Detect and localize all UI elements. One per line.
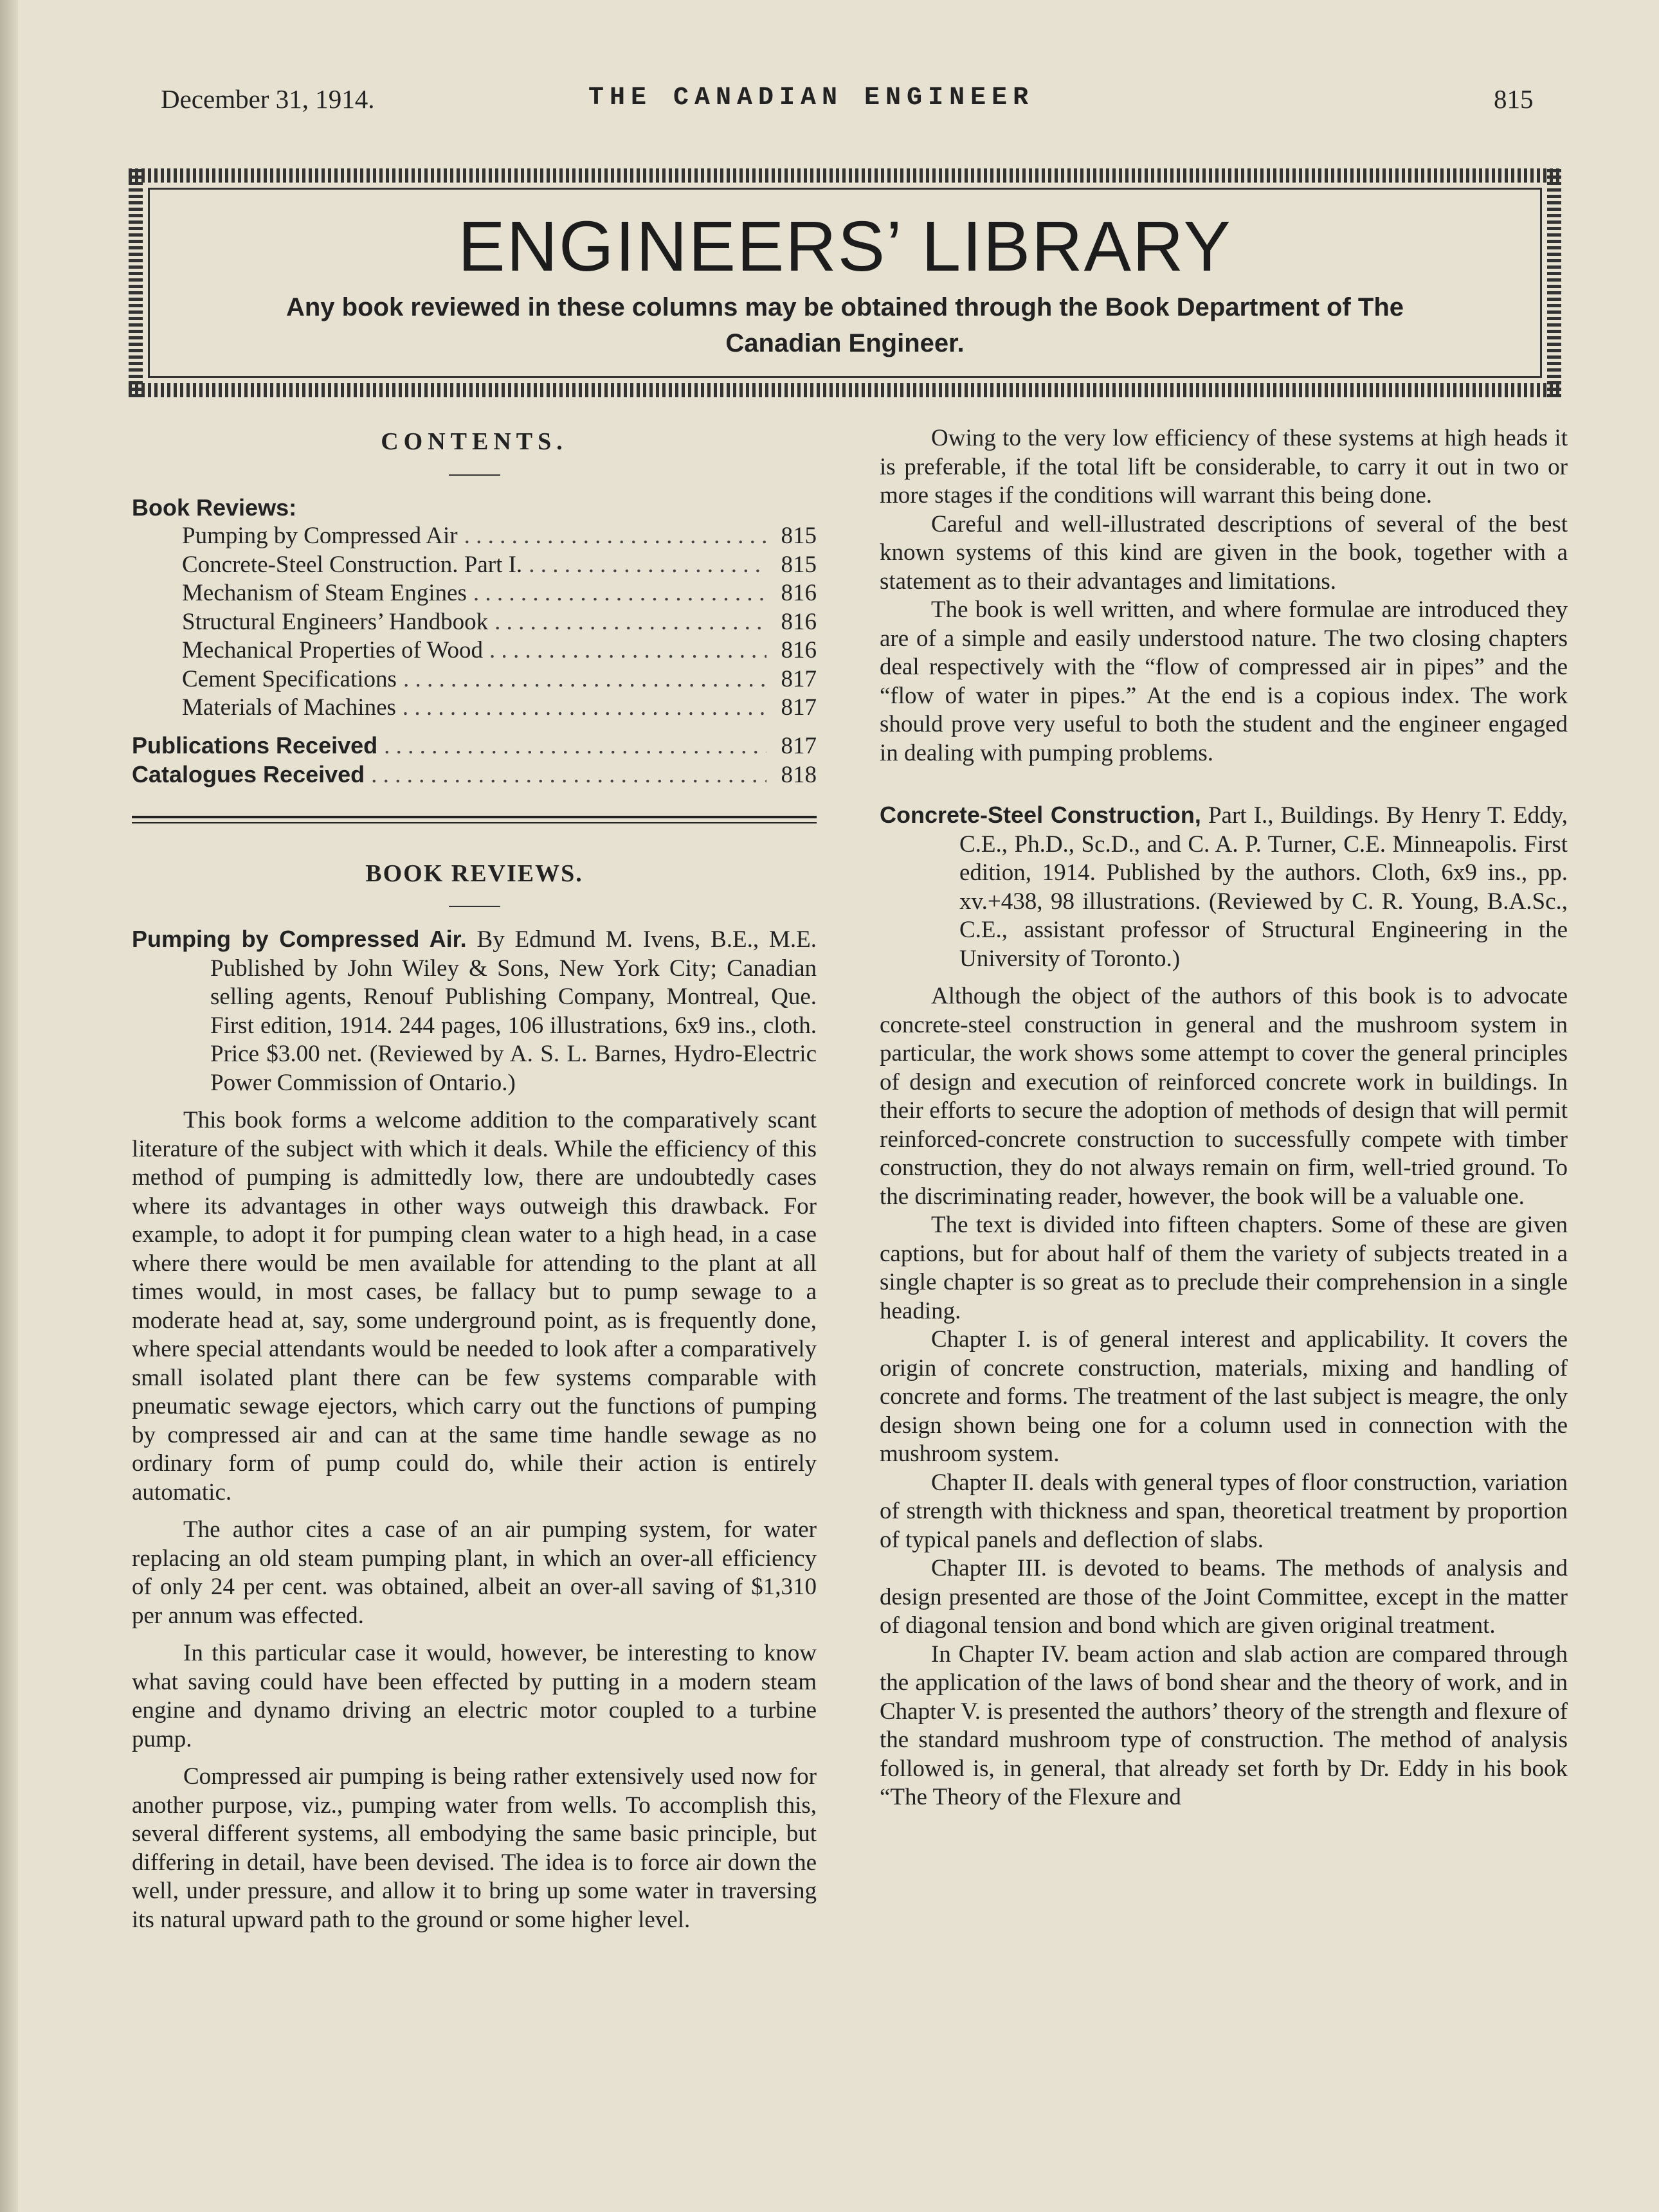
book-reviews-heading: BOOK REVIEWS. — [365, 859, 583, 887]
banner-border-bottom — [129, 383, 1561, 397]
review-paragraph: Careful and well-illustrated descriptions of several of the best known systems of this kind are given in the book, together with a statement as to their advantages and limitations. — [880, 510, 1568, 595]
contents-item[interactable]: Concrete-Steel Construction. Part I. . . . 815 — [132, 551, 817, 580]
review-citation-text: By Edmund M. Ivens, B.E., M.E. Published by John Wiley & Sons, New York City; Canadian selling agents, Renouf Publishing Company, Montreal, Que. First edition, 1914. 244 pages, 106 illustrations, 6x9 ins., cloth. Price $3.00 net. (Reviewed by A. S. L. Barnes, Hydro-Electric Power Commission of Ontario.) — [210, 926, 817, 1096]
review-citation — [880, 801, 1568, 973]
header-page-number: 815 — [1494, 84, 1534, 114]
review-title: Concrete-Steel Construction, — [880, 802, 1201, 828]
review-paragraph: The book is well written, and where formulae are introduced they are of a simple and easily understood nature. The two closing chapters deal respectively with the “flow of compressed air in pipes” and the “flow of water in pipes.” At the end is a copious index. The work should prove very useful to both the student and the engineer engaged in dealing with pumping problems. — [880, 597, 1568, 766]
review-paragraph: In Chapter IV. beam action and slab action are compared through the application of the laws of bond shear and the theory of work, and in Chapter V. is presented the authors’ theory of the strength and flexure of the standard mushroom type of construction. The method of analysis followed is, in general, that already set forth by Dr. Eddy in his book “The Theory of the Flexure and — [880, 1641, 1568, 1810]
review-paragraph: Chapter I. is of general interest and applicability. It covers the origin of concrete construction, materials, mixing and handling of concrete and forms. The treatment of the last subject is meagre, the only design shown being one for a column used in connection with the mushroom system. — [880, 1326, 1568, 1467]
header-date: December 31, 1914. — [161, 84, 375, 114]
review-paragraph: The text is divided into fifteen chapters. Some of these are given captions, but for about half of them the variety of subjects treated in a single chapter is so great as to preclude their comprehension in a single heading. — [880, 1212, 1568, 1324]
review-paragraph: Compressed air pumping is being rather extensively used now for another purpose, viz., pumping water from wells. To accomplish this, several different systems, all embodying the same basic principle, but differing in detail, have been devised. The idea is to force air down the well, under pressure, and allow it to bring up some water in traversing its natural upward path to the ground or some higher level. — [132, 1763, 817, 1933]
banner-title: ENGINEERS’ LIBRARY — [458, 207, 1232, 286]
page-gutter-shadow — [0, 0, 18, 2212]
contents-list — [132, 522, 817, 790]
contents-group-label: Book Reviews: — [132, 494, 297, 521]
contents-section[interactable]: Publications Received . . . 817 — [132, 732, 817, 761]
contents-heading: CONTENTS. — [381, 428, 568, 455]
banner-subtitle: Any book reviewed in these columns may be obtained through the Book Department of The Canadian Engineer. — [286, 293, 1404, 357]
review-paragraph: Chapter II. deals with general types of floor construction, variation of strength with thickness and span, theoretical treatment by proportion of typical panels and deflection of slabs. — [880, 1469, 1568, 1553]
contents-item[interactable]: Mechanism of Steam Engines . . . 816 — [132, 579, 817, 608]
review-paragraph: Although the object of the authors of this book is to advocate concrete-steel construction in general and the mushroom system in particular, the work shows some attempt to cover the general principles of design and execution of reinforced concrete work in buildings. In their efforts to secure the adoption of methods of design that will permit reinforced-concrete construction to successfully compete with timber construction, they do not always remain on firm, well-tried ground. To the discriminating reader, however, the book will be a valuable one. — [880, 983, 1568, 1210]
contents-rule — [449, 474, 500, 476]
engineers-library-banner — [129, 168, 1561, 397]
banner-border-top — [129, 168, 1561, 183]
review-paragraph: Owing to the very low efficiency of these systems at high heads it is preferable, if the total lift be considerable, to carry it out in two or more stages if the conditions will warrant this being done. — [880, 425, 1568, 508]
review-paragraph: In this particular case it would, however, be interesting to know what saving could have been effected by putting in a modern steam engine and dynamo driving an electric motor coupled to a turbine pump. — [132, 1640, 817, 1752]
review-paragraph: The author cites a case of an air pumping system, for water replacing an old steam pumping plant, in which an over-all efficiency of only 24 per cent. was obtained, albeit an over-all saving of $1,310 per annum was effected. — [132, 1516, 817, 1629]
header-journal-title: THE CANADIAN ENGINEER — [588, 84, 1035, 112]
contents-item[interactable]: Materials of Machines . . . 817 — [132, 694, 817, 723]
review-paragraph: This book forms a welcome addition to the comparatively scant literature of the subject with which it deals. While the efficiency of this method of pumping is admittedly low, there are undoubtedly cases where its advantages in other ways outweigh this drawback. For example, to adopt it for pumping clean water to a high head, in a case where there would be men available for attending to the plant at all times would, in most cases, be fallacy but to pump sewage to a moderate head at, say, some underground point, as is frequently done, where special attendants would be needed to look after a comparatively small isolated plant there can be few systems comparable with pneumatic sewage ejectors, which carry out the functions of pumping by compressed air and can at the same time handle sewage as no ordinary form of pump could do, while their action is entirely automatic. — [132, 1107, 817, 1506]
review-citation-text: Part I., Buildings. By Henry T. Eddy, C.E., Ph.D., Sc.D., and C. A. P. Turner, C.E. Minneapolis. First edition, 1914. Published by the authors. Cloth, 6x9 ins., pp. xv.+438, 98 illustrations. (Reviewed by C. R. Young, B.A.Sc., C.E., assistant professor of Structural Engineering in the University of Toronto.) — [959, 802, 1568, 972]
contents-item[interactable]: Cement Specifications . . . 817 — [132, 665, 817, 694]
left-column — [132, 427, 817, 1934]
review-title: Pumping by Compressed Air. — [132, 926, 467, 952]
section-divider — [132, 816, 817, 823]
contents-section[interactable]: Catalogues Received . . . 818 — [132, 760, 817, 790]
review-paragraph: Chapter III. is devoted to beams. The methods of analysis and design presented are those of the Joint Committee, except in the matter of diagonal tension and bond which are given original treatment. — [880, 1555, 1568, 1639]
contents-item[interactable]: Pumping by Compressed Air . . . 815 — [132, 522, 817, 551]
review-citation — [132, 925, 817, 1097]
book-reviews-rule — [449, 906, 500, 907]
right-column — [880, 424, 1568, 1812]
contents-item[interactable]: Structural Engineers’ Handbook . . . 816 — [132, 608, 817, 637]
contents-item[interactable]: Mechanical Properties of Wood . . . 816 — [132, 636, 817, 665]
